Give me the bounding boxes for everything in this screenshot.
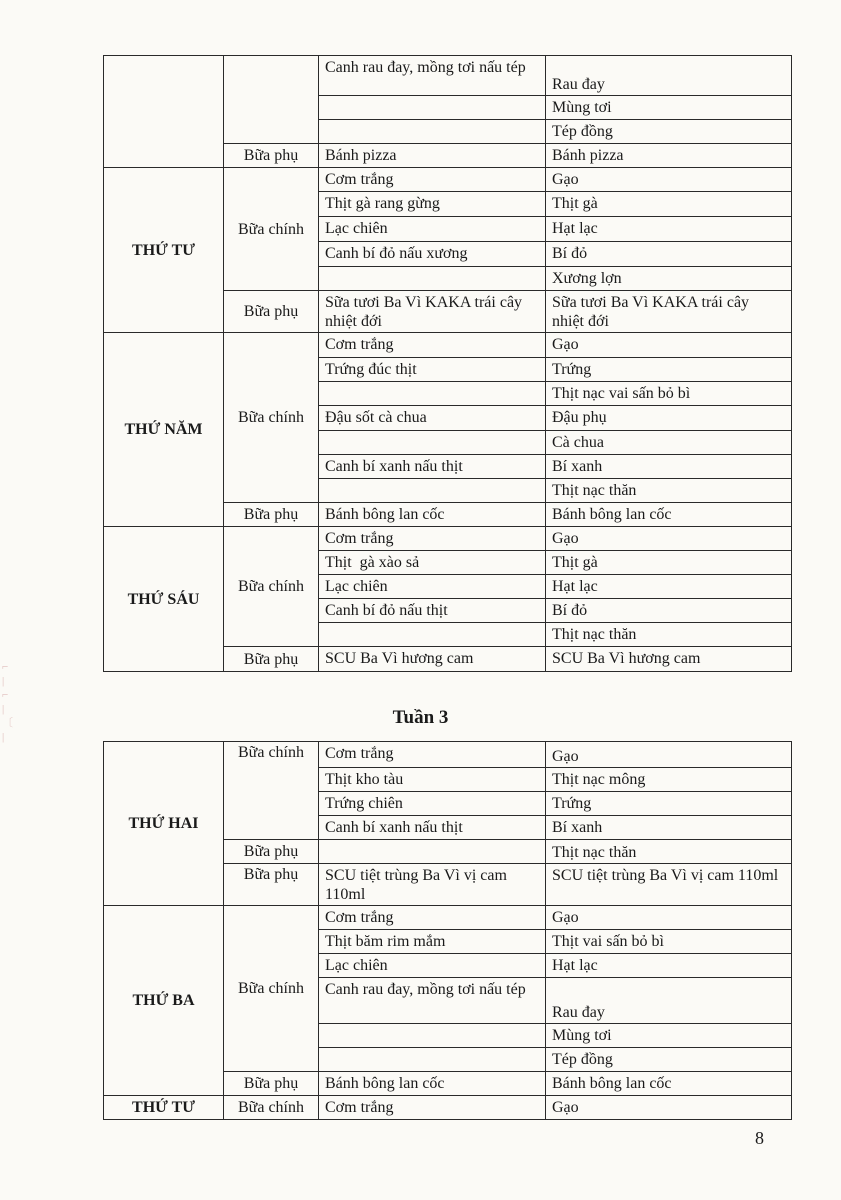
ingredient-cell: Thịt nạc thăn	[546, 840, 792, 864]
dish-cell	[319, 431, 546, 455]
meal-cell: Bữa phụ	[224, 291, 319, 333]
dish-cell: Thịt gà xào sả	[319, 551, 546, 575]
dish-cell: Cơm trắng	[319, 906, 546, 930]
menu-table-week2-continued	[103, 55, 792, 672]
ingredient-cell: Bánh bông lan cốc	[546, 503, 792, 527]
ingredient-cell: Gạo	[546, 527, 792, 551]
meal-cell: Bữa chính	[224, 333, 319, 503]
dish-cell: SCU tiệt trùng Ba Vì vị cam 110ml	[319, 864, 546, 906]
meal-cell: Bữa chính	[224, 168, 319, 291]
day-cell: THỨ SÁU	[104, 527, 224, 672]
ingredient-cell: Thịt gà	[546, 192, 792, 217]
day-cell: THỨ TƯ	[104, 168, 224, 333]
ingredient-cell: Trứng	[546, 792, 792, 816]
week-title: Tuần 3	[392, 707, 449, 728]
dish-cell: Cơm trắng	[319, 527, 546, 551]
ingredient-cell: Bí xanh	[546, 816, 792, 840]
meal-cell: Bữa phụ	[224, 647, 319, 672]
dish-cell	[319, 267, 546, 291]
ingredient-cell: Xương lợn	[546, 267, 792, 291]
dish-cell: Thịt băm rim mắm	[319, 930, 546, 954]
dish-cell: Sữa tươi Ba Vì KAKA trái cây nhiệt đới	[319, 291, 546, 333]
meal-cell-blank	[224, 56, 319, 144]
table-row	[104, 906, 792, 930]
ingredient-cell: Thịt nạc thăn	[546, 479, 792, 503]
dish-cell	[319, 120, 546, 144]
dish-cell	[319, 96, 546, 120]
dish-cell: Bánh bông lan cốc	[319, 1072, 546, 1096]
dish-cell: Canh rau đay, mồng tơi nấu tép	[319, 978, 546, 1024]
ingredient-cell: Mùng tơi	[546, 96, 792, 120]
dish-cell: Canh bí đỏ nấu xương	[319, 242, 546, 267]
dish-cell	[319, 479, 546, 503]
ingredient-cell: Sữa tươi Ba Vì KAKA trái cây nhiệt đới	[546, 291, 792, 333]
dish-cell: Cơm trắng	[319, 1096, 546, 1120]
ingredient-cell: Gạo	[546, 168, 792, 192]
dish-cell: Cơm trắng	[319, 168, 546, 192]
dish-cell: Đậu sốt cà chua	[319, 406, 546, 431]
dish-cell: Bánh pizza	[319, 144, 546, 168]
ingredient-cell: Gạo	[546, 1096, 792, 1120]
ingredient-cell: Thịt nạc mông	[546, 768, 792, 792]
ingredient-cell: Bí đỏ	[546, 599, 792, 623]
ingredient-cell: Đậu phụ	[546, 406, 792, 431]
dish-cell	[319, 1048, 546, 1072]
dish-cell: Bánh bông lan cốc	[319, 503, 546, 527]
day-cell: THỨ BA	[104, 906, 224, 1096]
ingredient-cell: Rau đay	[546, 978, 792, 1024]
table-row	[104, 742, 792, 768]
meal-cell: Bữa phụ	[224, 840, 319, 864]
meal-cell: Bữa chính	[224, 742, 319, 840]
meal-cell: Bữa phụ	[224, 503, 319, 527]
ingredient-cell: Tép đồng	[546, 1048, 792, 1072]
ingredient-cell: Thịt gà	[546, 551, 792, 575]
ingredient-cell: Rau đay	[546, 56, 792, 96]
dish-cell: Trứng đúc thịt	[319, 358, 546, 382]
ingredient-cell: Tép đồng	[546, 120, 792, 144]
table-row	[104, 168, 792, 192]
dish-cell	[319, 840, 546, 864]
ingredient-cell: Mùng tơi	[546, 1024, 792, 1048]
meal-cell: Bữa chính	[224, 1096, 319, 1120]
ingredient-cell: Hạt lạc	[546, 217, 792, 242]
dish-cell: Canh bí đỏ nấu thịt	[319, 599, 546, 623]
dish-cell	[319, 382, 546, 406]
dish-cell: Trứng chiên	[319, 792, 546, 816]
ingredient-cell: Bánh pizza	[546, 144, 792, 168]
meal-cell: Bữa phụ	[224, 1072, 319, 1096]
dish-cell: Canh bí xanh nấu thịt	[319, 816, 546, 840]
menu-table-week3	[103, 741, 792, 1120]
ingredient-cell: SCU tiệt trùng Ba Vì vị cam 110ml	[546, 864, 792, 906]
dish-cell: Lạc chiên	[319, 575, 546, 599]
dish-cell: Cơm trắng	[319, 333, 546, 358]
dish-cell: Canh bí xanh nấu thịt	[319, 455, 546, 479]
ingredient-cell: Trứng	[546, 358, 792, 382]
margin-stamp-mark: ⌐ | ⌐ | 〔 |	[2, 661, 13, 743]
dish-cell: Lạc chiên	[319, 217, 546, 242]
ingredient-cell: Thịt vai sấn bỏ bì	[546, 930, 792, 954]
ingredient-cell: Gạo	[546, 742, 792, 768]
ingredient-cell: Bí đỏ	[546, 242, 792, 267]
meal-cell: Bữa phụ	[224, 144, 319, 168]
ingredient-cell: Hạt lạc	[546, 954, 792, 978]
ingredient-cell: Gạo	[546, 333, 792, 358]
dish-cell: Canh rau đay, mồng tơi nấu tép	[319, 56, 546, 96]
ingredient-cell: Hạt lạc	[546, 575, 792, 599]
ingredient-cell: Cà chua	[546, 431, 792, 455]
table-row	[104, 333, 792, 358]
day-cell: THỨ TƯ	[104, 1096, 224, 1120]
table-row	[104, 56, 792, 96]
dish-cell: Thịt kho tàu	[319, 768, 546, 792]
dish-cell	[319, 623, 546, 647]
day-cell-blank	[104, 56, 224, 168]
ingredient-cell: Thịt nạc vai sấn bỏ bì	[546, 382, 792, 406]
meal-cell: Bữa chính	[224, 906, 319, 1072]
dish-cell: Cơm trắng	[319, 742, 546, 768]
dish-cell: SCU Ba Vì hương cam	[319, 647, 546, 672]
dish-cell: Lạc chiên	[319, 954, 546, 978]
ingredient-cell: Bí xanh	[546, 455, 792, 479]
day-cell: THỨ NĂM	[104, 333, 224, 527]
dish-cell	[319, 1024, 546, 1048]
meal-cell: Bữa phụ	[224, 864, 319, 906]
page-number: 8	[755, 1128, 764, 1148]
meal-cell: Bữa chính	[224, 527, 319, 647]
ingredient-cell: Thịt nạc thăn	[546, 623, 792, 647]
ingredient-cell: SCU Ba Vì hương cam	[546, 647, 792, 672]
dish-cell: Thịt gà rang gừng	[319, 192, 546, 217]
ingredient-cell: Gạo	[546, 906, 792, 930]
ingredient-cell: Bánh bông lan cốc	[546, 1072, 792, 1096]
day-cell: THỨ HAI	[104, 742, 224, 906]
table-row	[104, 1096, 792, 1120]
table-row	[104, 527, 792, 551]
